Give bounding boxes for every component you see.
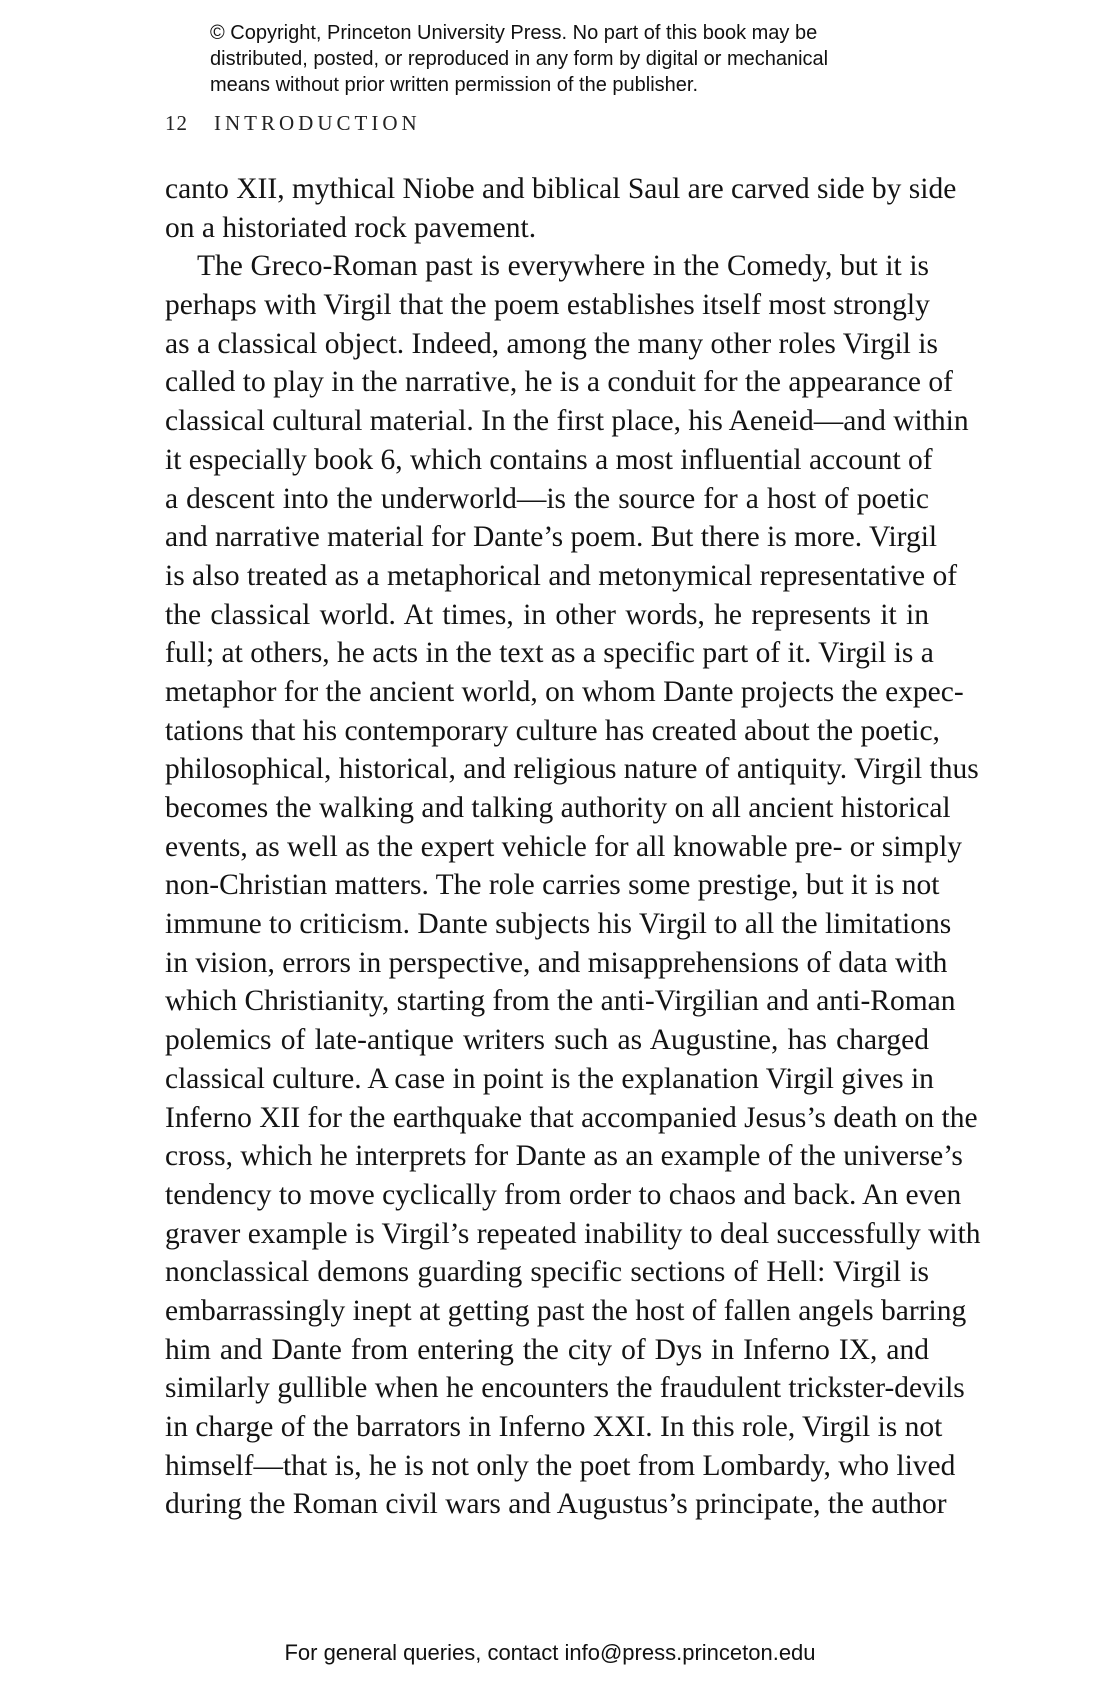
text-line: him and Dante from entering the city of Dys in Inferno IX, and: [165, 1333, 929, 1366]
text-line: becomes the walking and talking authority on all ancient historical: [165, 792, 951, 824]
text-line: tations that his contemporary culture has created about the poetic,: [165, 714, 940, 747]
text-line: it especially book 6, which contains a most influential account of: [165, 443, 933, 476]
text-line: classical cultural material. In the first place, his Aeneid—and within: [165, 405, 969, 438]
text-line: himself—that is, he is not only the poet from Lombardy, who lived: [165, 1449, 956, 1482]
text-line: perhaps with Virgil that the poem establishes itself most strongly: [165, 289, 930, 322]
text-line: during the Roman civil wars and Augustus’s principate, the author: [165, 1488, 947, 1521]
text-line: the classical world. At times, in other words, he represents it in: [165, 598, 929, 631]
text-line: as a classical object. Indeed, among the many other roles Virgil is: [165, 327, 938, 360]
text-line: and narrative material for Dante’s poem. But there is more. Virgil: [165, 521, 938, 554]
running-head: [165, 111, 421, 136]
text-line: embarrassingly inept at getting past the host of fallen angels barring: [165, 1294, 967, 1327]
text-line: full; at others, he acts in the text as a specific part of it. Virgil is a: [165, 637, 934, 670]
text-line: philosophical, historical, and religious nature of antiquity. Virgil thus: [165, 753, 979, 786]
text-line: on a historiated rock pavement.: [165, 211, 537, 244]
text-line: The Greco-Roman past is everywhere in the Comedy, but it is: [197, 250, 929, 283]
copyright-line: distributed, posted, or reproduced in any form by digital or mechanical: [210, 48, 829, 70]
text-line: non-Christian matters. The role carries some prestige, but it is not: [165, 869, 940, 902]
text-line: nonclassical demons guarding specific sections of Hell: Virgil is: [165, 1256, 929, 1289]
text-line: called to play in the narrative, he is a conduit for the appearance of: [165, 366, 953, 399]
text-line: cross, which he interprets for Dante as an example of the universe’s: [165, 1140, 963, 1173]
text-line: classical culture. A case in point is the explanation Virgil gives in: [165, 1062, 934, 1095]
text-line: polemics of late-antique writers such as Augustine, has charged: [165, 1024, 929, 1057]
section-title: INTRODUCTION: [214, 111, 421, 135]
footer-contact: For general queries, contact info@press.princeton.edu: [284, 1640, 816, 1665]
copyright-line: © Copyright, Princeton University Press. No part of this book may be: [210, 22, 818, 44]
text-line: a descent into the underworld—is the source for a host of poetic: [165, 482, 929, 515]
text-line: canto XII, mythical Niobe and biblical Saul are carved side by side: [165, 173, 957, 205]
text-line: similarly gullible when he encounters the fraudulent trickster-devils: [165, 1372, 965, 1405]
body-text: [165, 170, 981, 1524]
copyright-notice: [210, 20, 930, 98]
text-line: in vision, errors in perspective, and misapprehensions of data with: [165, 946, 948, 979]
text-line: in charge of the barrators in Inferno XXI. In this role, Virgil is not: [165, 1411, 943, 1443]
text-line: is also treated as a metaphorical and metonymical representative of: [165, 559, 958, 592]
text-line: which Christianity, starting from the anti-Virgilian and anti-Roman: [165, 985, 956, 1018]
page-number: 12: [165, 111, 188, 135]
text-line: metaphor for the ancient world, on whom Dante projects the expec-: [165, 675, 964, 708]
copyright-line: means without prior written permission of the publisher.: [210, 74, 699, 96]
text-line: graver example is Virgil’s repeated inability to deal successfully with: [165, 1217, 981, 1250]
text-line: tendency to move cyclically from order to chaos and back. An even: [165, 1178, 962, 1211]
text-line: immune to criticism. Dante subjects his Virgil to all the limitations: [165, 908, 952, 941]
text-line: Inferno XII for the earthquake that accompanied Jesus’s death on the: [165, 1101, 978, 1134]
text-line: events, as well as the expert vehicle for all knowable pre- or simply: [165, 830, 963, 863]
